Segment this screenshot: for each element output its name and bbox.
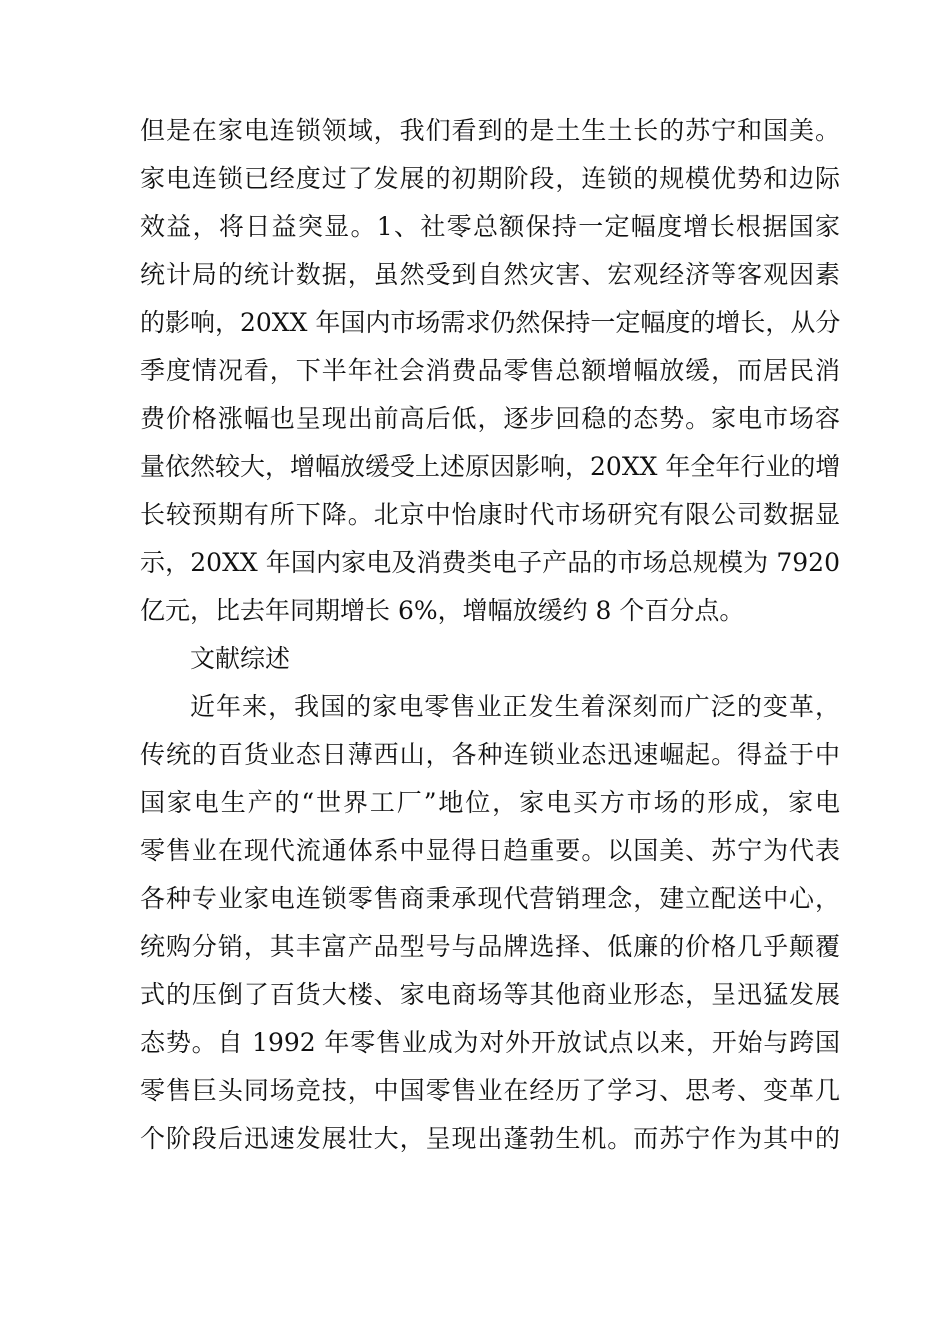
text-line: 各种专业家电连锁零售商秉承现代营销理念，建立配送中心，: [140, 884, 840, 913]
paragraph-literature-review: [140, 683, 840, 1163]
text-line: 统购分销，其丰富产品型号与品牌选择、低廉的价格几乎颠覆: [140, 932, 840, 961]
text-line: 传统的百货业态日薄西山，各种连锁业态迅速崛起。得益于中: [140, 740, 840, 769]
paragraph-market-overview: [140, 107, 840, 635]
text-line: 费价格涨幅也呈现出前高后低，逐步回稳的态势。家电市场容: [140, 404, 840, 433]
text-line: 国家电生产的“世界工厂”地位，家电买方市场的形成，家电: [140, 788, 840, 817]
text-line: 量依然较大，增幅放缓受上述原因影响，20XX 年全年行业的增: [140, 452, 841, 481]
text-line: 长较预期有所下降。北京中怡康时代市场研究有限公司数据显: [140, 500, 840, 529]
text-line: 式的压倒了百货大楼、家电商场等其他商业形态，呈迅猛发展: [140, 980, 840, 1009]
text-line: 零售巨头同场竞技，中国零售业在经历了学习、思考、变革几: [140, 1076, 840, 1105]
text-line: 但是在家电连锁领域，我们看到的是土生土长的苏宁和国美。: [140, 116, 840, 145]
text-line: 示，20XX 年国内家电及消费类电子产品的市场总规模为 7920: [140, 548, 840, 577]
text-line: 统计局的统计数据，虽然受到自然灾害、宏观经济等客观因素: [140, 260, 840, 289]
text-line: 亿元，比去年同期增长 6%，增幅放缓约 8 个百分点。: [140, 596, 745, 625]
section-heading: 文献综述: [190, 644, 291, 673]
body-text: [140, 107, 840, 1163]
text-line: 季度情况看，下半年社会消费品零售总额增幅放缓，而居民消: [140, 356, 840, 385]
text-line: 零售业在现代流通体系中显得日趋重要。以国美、苏宁为代表: [140, 836, 840, 865]
text-line: 的影响，20XX 年国内市场需求仍然保持一定幅度的增长，从分: [140, 308, 841, 337]
text-line: 家电连锁已经度过了发展的初期阶段，连锁的规模优势和边际: [140, 164, 840, 193]
text-line: 近年来，我国的家电零售业正发生着深刻而广泛的变革，: [190, 692, 840, 721]
text-line: 个阶段后迅速发展壮大，呈现出蓬勃生机。而苏宁作为其中的: [140, 1124, 840, 1153]
text-line: 效益，将日益突显。1、社零总额保持一定幅度增长根据国家: [140, 212, 840, 241]
text-line: 态势。自 1992 年零售业成为对外开放试点以来，开始与跨国: [140, 1028, 840, 1057]
